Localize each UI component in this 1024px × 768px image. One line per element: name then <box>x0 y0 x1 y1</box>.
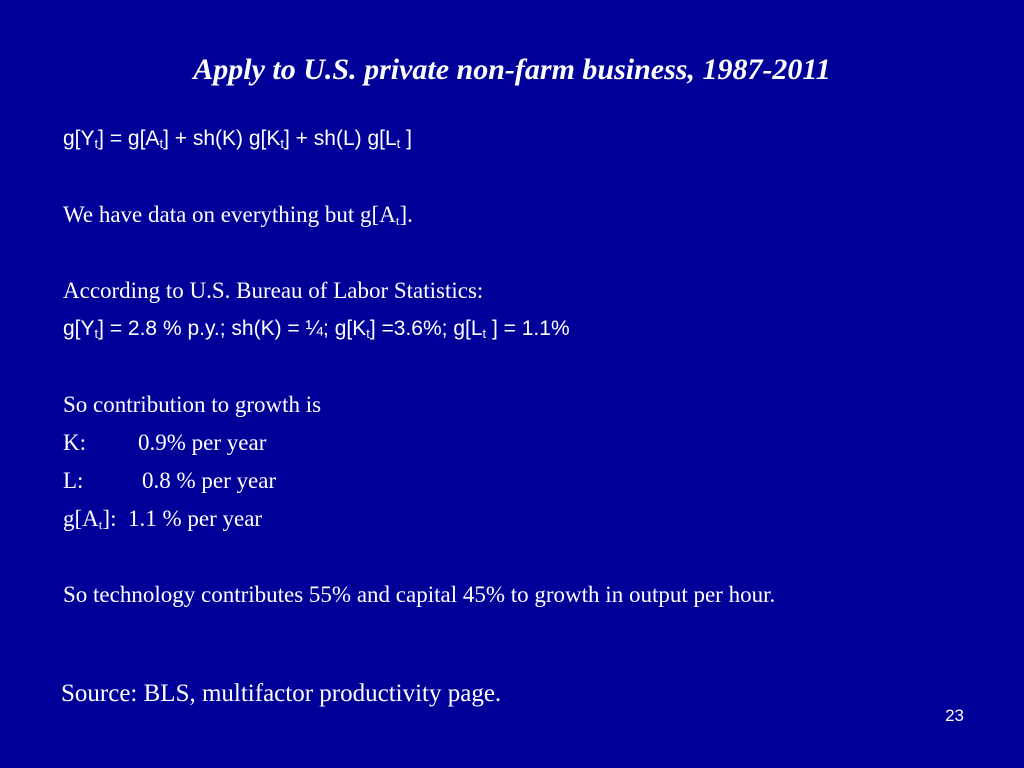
contribution-a-sub: t <box>98 517 103 532</box>
eq2-text-d: ] = 1.1% <box>486 317 570 340</box>
contribution-a-value: 1.1 % per year <box>127 506 263 531</box>
data-note-text-b: ]. <box>399 202 413 227</box>
slide-title: Apply to U.S. private non-farm business, 1987-2011 <box>193 53 831 86</box>
eq1-text-b: ] = g[A <box>98 127 160 150</box>
contribution-a <box>63 504 963 534</box>
bls-values-equation <box>63 314 963 344</box>
eq1-text-a: g[Y <box>63 127 95 150</box>
eq1-sub-b: t <box>159 136 164 151</box>
eq2-sub-b: t <box>366 326 370 341</box>
contribution-l-label: L: <box>63 468 84 493</box>
eq1-text-e: ] <box>400 127 412 150</box>
page-number: 23 <box>945 706 964 725</box>
eq2-text-c: ] =3.6%; g[L <box>369 317 483 340</box>
conclusion: So technology contributes 55% and capital 45% to growth in output per hour. <box>63 582 776 607</box>
eq2-text-b: ] = 2.8 % p.y.; sh(K) = ¼; g[K <box>98 317 367 340</box>
eq1-text-d: ] + sh(L) g[L <box>284 127 397 150</box>
contribution-l <box>63 466 963 496</box>
data-note-sub: t <box>395 213 400 228</box>
eq1-sub-a: t <box>94 136 99 151</box>
eq2-text-a: g[Y <box>63 317 95 340</box>
data-note <box>63 200 963 230</box>
contribution-a-label-a: g[A <box>63 506 99 531</box>
bls-intro: According to U.S. Bureau of Labor Statistics: <box>63 278 484 303</box>
contribution-l-value: 0.8 % per year <box>142 468 277 493</box>
eq1-sub-c: t <box>280 136 284 151</box>
growth-equation <box>63 124 963 154</box>
contribution-k-label: K: <box>63 430 86 455</box>
eq1-sub-d: t <box>396 136 401 151</box>
data-note-text-a: We have data on everything but g[A <box>63 202 396 227</box>
eq2-sub-c: t <box>482 326 487 341</box>
eq1-text-c: ] + sh(K) g[K <box>163 127 281 150</box>
slide-body <box>63 124 963 610</box>
contribution-intro: So contribution to growth is <box>63 392 322 417</box>
source-note: Source: BLS, multifactor productivity page. <box>61 680 502 707</box>
contribution-k <box>63 428 963 458</box>
contribution-k-value: 0.9% per year <box>138 430 267 455</box>
eq2-sub-a: t <box>94 326 99 341</box>
contribution-a-label-b: ]: <box>102 506 117 531</box>
